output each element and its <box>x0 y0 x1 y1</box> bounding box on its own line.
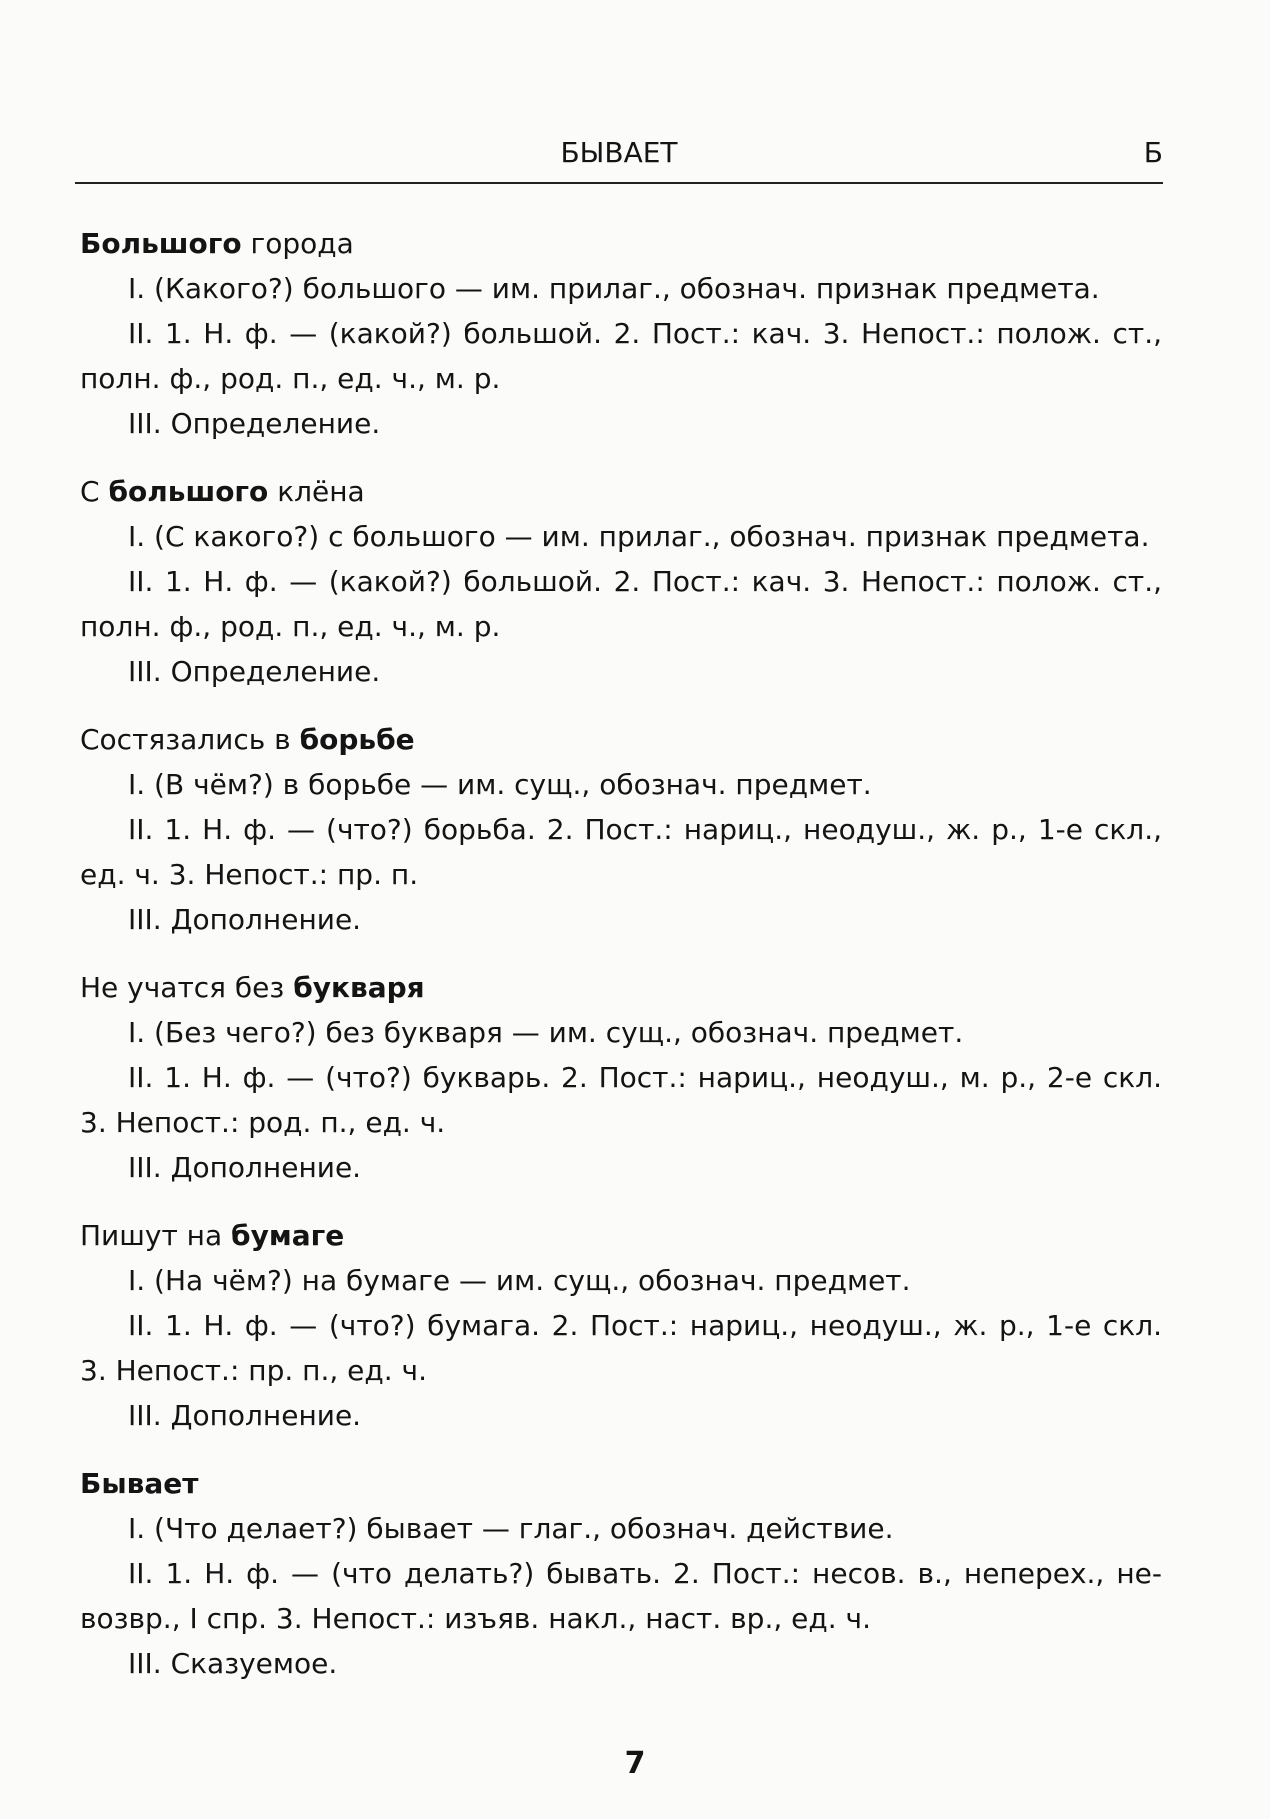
entry-phrase: Не учатся без букваря <box>80 971 425 1004</box>
entry-bez-bukvarya <box>80 965 1162 1190</box>
analysis-part-1: I. (Без чего?) без букваря — им. сущ., обознач. предмет. <box>128 1016 964 1049</box>
analysis-part-1: I. (В чём?) в борьбе — им. сущ., обознач. предмет. <box>128 768 872 801</box>
analysis-part-1: I. (Какого?) большого — им. прилаг., обознач. признак предмета. <box>128 272 1100 305</box>
analysis-part-2: II. 1. Н. ф. — (что?) букварь. 2. Пост.: нариц., неодуш., м. р., 2-е скл. <box>128 1061 1162 1094</box>
entry-s-bolshogo-klena <box>80 469 1162 694</box>
analysis-part-3: III. Дополнение. <box>128 1399 362 1432</box>
analysis-part-1: I. (На чём?) на бумаге — им. сущ., обознач. предмет. <box>128 1264 911 1297</box>
analysis-part-2-cont: полн. ф., род. п., ед. ч., м. р. <box>80 610 501 643</box>
entry-v-borbe <box>80 717 1162 942</box>
analysis-part-2: II. 1. Н. ф. — (какой?) большой. 2. Пост.: кач. 3. Непост.: полож. ст., <box>128 565 1162 598</box>
analysis-part-1: I. (С какого?) с большого — им. прилаг., обознач. признак предмета. <box>128 520 1150 553</box>
analysis-part-2: II. 1. Н. ф. — (какой?) большой. 2. Пост.: кач. 3. Непост.: полож. ст., <box>128 317 1162 350</box>
analysis-part-3: III. Определение. <box>128 407 381 440</box>
header-rule <box>75 182 1163 184</box>
analysis-part-1: I. (Что делает?) бывает — глаг., обознач. действие. <box>128 1512 894 1545</box>
headword: Бывает <box>80 1467 199 1500</box>
analysis-part-2-cont: возвр., I спр. 3. Непост.: изъяв. накл., наст. вр., ед. ч. <box>80 1602 871 1635</box>
section-letter: Б <box>1143 136 1163 169</box>
analysis-part-2-cont: полн. ф., род. п., ед. ч., м. р. <box>80 362 501 395</box>
analysis-part-3: III. Дополнение. <box>128 903 362 936</box>
page-number: 7 <box>624 1746 646 1781</box>
analysis-part-3: III. Сказуемое. <box>128 1647 338 1680</box>
entry-phrase: Состязались в борьбе <box>80 723 415 756</box>
analysis-part-2-cont: 3. Непост.: род. п., ед. ч. <box>80 1106 446 1139</box>
entries-list <box>80 221 1162 1709</box>
analysis-part-2-cont: 3. Непост.: пр. п., ед. ч. <box>80 1354 427 1387</box>
headword: большого <box>108 475 269 508</box>
analysis-part-3: III. Дополнение. <box>128 1151 362 1184</box>
headword: борьбе <box>299 723 415 756</box>
analysis-part-2: II. 1. Н. ф. — (что?) борьба. 2. Пост.: нариц., неодуш., ж. р., 1-е скл., <box>128 813 1162 846</box>
entry-phrase <box>80 1461 1162 1506</box>
headword: бумаге <box>231 1219 345 1252</box>
analysis-part-2-cont: ед. ч. 3. Непост.: пр. п. <box>80 858 419 891</box>
headword: Большого <box>80 227 242 260</box>
page-header <box>75 136 1163 184</box>
analysis-part-2: II. 1. Н. ф. — (что делать?) бывать. 2. Пост.: несов. в., неперех., не- <box>128 1557 1162 1590</box>
entry-bolshogo-goroda <box>80 221 1162 446</box>
entry-phrase: Большого города <box>80 227 354 260</box>
entry-byvaet <box>80 1461 1162 1686</box>
analysis-part-2: II. 1. Н. ф. — (что?) бумага. 2. Пост.: нариц., неодуш., ж. р., 1-е скл. <box>128 1309 1162 1342</box>
headword: букваря <box>293 971 425 1004</box>
running-head: БЫВАЕТ <box>560 136 678 169</box>
entry-phrase: Пишут на бумаге <box>80 1219 345 1252</box>
entry-phrase: С большого клёна <box>80 475 365 508</box>
entry-na-bumage <box>80 1213 1162 1438</box>
analysis-part-3: III. Определение. <box>128 655 381 688</box>
